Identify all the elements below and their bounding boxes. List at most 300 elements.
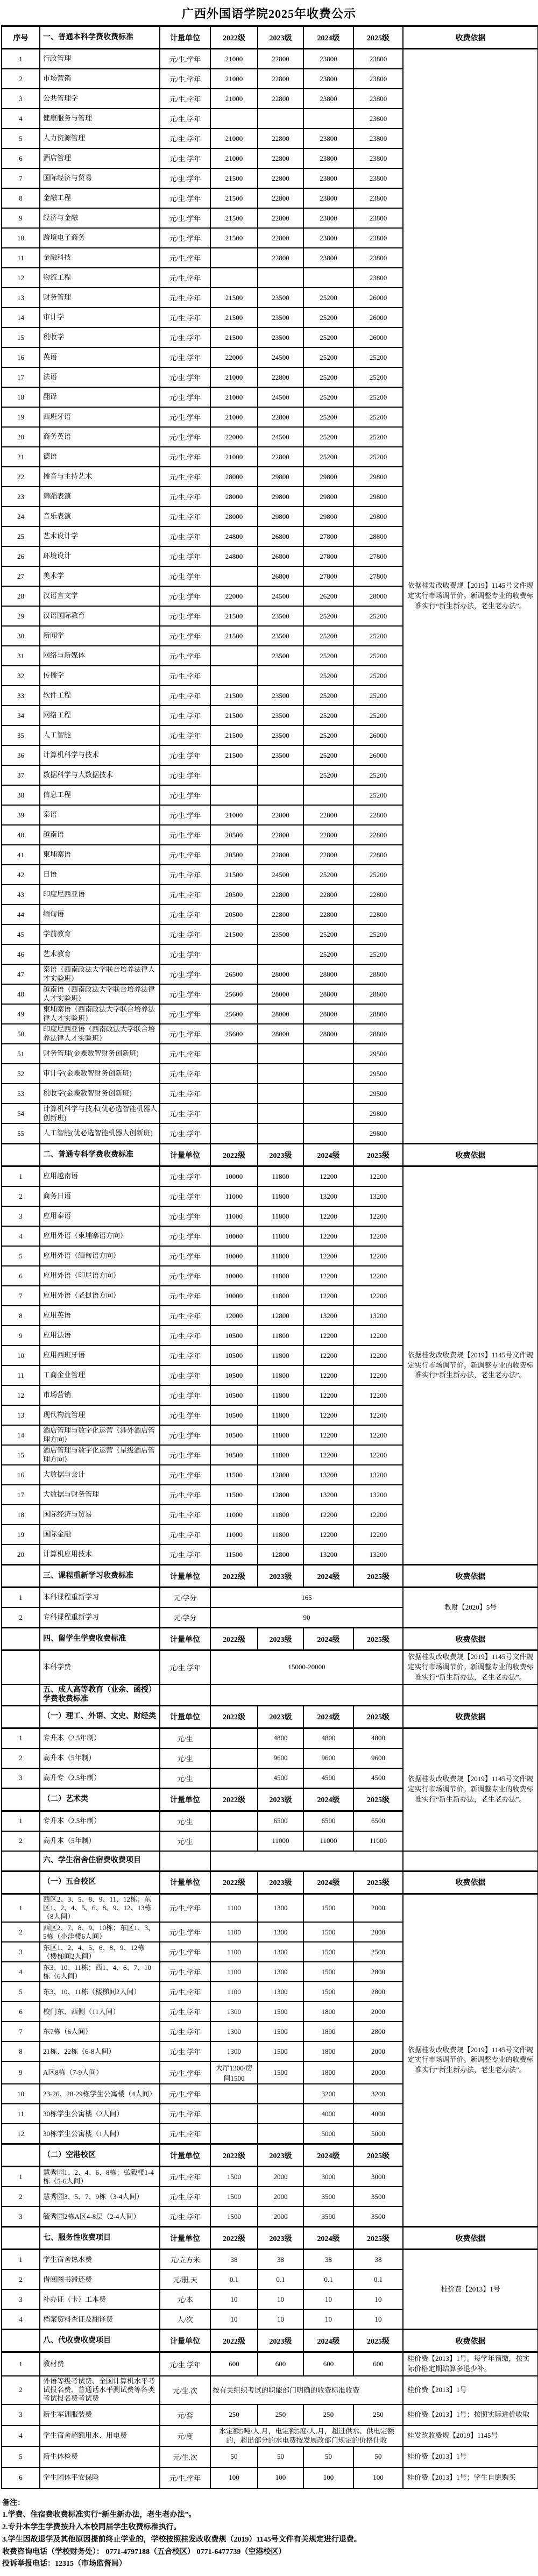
item-name: 美术学: [40, 566, 160, 586]
fee-cell: 23800: [303, 89, 353, 109]
fee-cell: 9600: [353, 1748, 403, 1768]
fee-cell: 25200: [303, 686, 353, 706]
section-header-row: [2, 1871, 538, 1894]
fee-cell: 22800: [258, 805, 303, 825]
fee-cell: 2000: [258, 2207, 303, 2227]
row-index: 15: [2, 328, 40, 347]
row-index: 23: [2, 487, 40, 507]
unit-cell: 元/生: [160, 1748, 210, 1768]
item-name: 应用西班牙语: [40, 1346, 160, 1365]
unit-cell: 元/生.学年: [160, 129, 210, 148]
grade-header: 2022级: [210, 26, 258, 49]
unit-cell: 元/生.学年: [160, 1286, 210, 1306]
fee-cell: 12800: [258, 1465, 303, 1485]
fee-cell: 11000: [258, 1831, 303, 1851]
fee-cell: 38: [353, 2250, 403, 2270]
item-name: 西区2、3、5、8、9、11、12栋；东区1、2、4、5、6、8、9、12、13栋（8人间）: [40, 1894, 160, 1922]
unit-cell: 元/生.学年: [160, 944, 210, 964]
unit-cell: 元/生.学年: [160, 288, 210, 308]
fee-cell: 22800: [258, 885, 303, 905]
fee-cell: 21500: [210, 924, 258, 944]
fee-cell: 25200: [353, 785, 403, 805]
fee-cell: 25200: [303, 765, 353, 785]
fee-cell: 11800: [258, 1445, 303, 1465]
fee-cell: 11800: [258, 1226, 303, 1246]
fee-cell: [210, 2124, 258, 2144]
fee-cell-merged: 90: [210, 1607, 403, 1628]
fee-cell: 26000: [353, 745, 403, 765]
grade-header: 2025级: [353, 2227, 403, 2250]
item-name: 应用泰语: [40, 1206, 160, 1226]
row-index: 20: [2, 1545, 40, 1565]
fee-cell: 23800: [303, 228, 353, 248]
unit-cell: 元/生.学年: [160, 1326, 210, 1346]
fee-cell: [258, 1044, 303, 1064]
basis-cell: 桂价费【2013】1号；学生自愿购买: [403, 2467, 538, 2488]
fee-cell: 22800: [258, 447, 303, 467]
item-name: 环境设计: [40, 546, 160, 566]
fee-cell: 1500: [303, 1922, 353, 1942]
fee-cell: 1500: [303, 1962, 353, 1982]
row-index: 3: [2, 89, 40, 109]
fee-cell: 21500: [210, 626, 258, 646]
row-index: 1: [2, 49, 40, 69]
fee-cell: 13200: [303, 1485, 353, 1505]
fee-cell: [210, 765, 258, 785]
row-index: 40: [2, 825, 40, 845]
item-name: 借阅图书滞还费: [40, 2269, 160, 2289]
item-name: 经济与金融: [40, 208, 160, 228]
fee-cell: 22800: [258, 89, 303, 109]
fee-cell: 22800: [258, 367, 303, 387]
fee-cell: 26000: [353, 288, 403, 308]
fee-cell: 4800: [303, 1728, 353, 1748]
fee-cell: 1100: [210, 1922, 258, 1942]
basis-header: 收费依据: [403, 1705, 538, 1728]
fee-cell: [210, 109, 258, 129]
unit-cell: 元/生.学年: [160, 924, 210, 944]
fee-cell: 21000: [210, 387, 258, 407]
fee-cell: 23500: [258, 924, 303, 944]
unit-cell: 元/生.学年: [160, 148, 210, 168]
fee-cell: 11800: [258, 1326, 303, 1346]
item-name: 高升专（2.5年制）: [40, 1768, 160, 1789]
fee-cell: [303, 109, 353, 129]
unit-cell: 元/生.学年: [160, 1206, 210, 1226]
fee-cell: 25200: [353, 765, 403, 785]
grade-header: 2023级: [258, 1628, 303, 1650]
fee-cell: 12200: [353, 1425, 403, 1445]
index-header: [2, 1871, 40, 1894]
fee-cell: 28000: [210, 487, 258, 507]
fee-cell: 22800: [258, 228, 303, 248]
fee-cell-merged: 水定额5吨/人.月，电定额5度/人.月，超过供水、供电定额的，超出部分的水电费按发展改部门规定的价格计收: [210, 2425, 403, 2446]
unit-cell: 元/生: [160, 1728, 210, 1748]
row-index: 22: [2, 467, 40, 487]
item-name: 专科课程重新学习: [40, 1607, 160, 1628]
row-index: 26: [2, 546, 40, 566]
fee-cell: [258, 765, 303, 785]
table-row: [2, 1894, 538, 1922]
table-row: [2, 49, 538, 69]
fee-cell: [303, 1064, 353, 1084]
unit-cell: 元/生.学年: [160, 1044, 210, 1064]
fee-cell: 11800: [258, 1385, 303, 1405]
fee-cell: 24500: [258, 427, 303, 447]
fee-cell: 24500: [258, 865, 303, 885]
unit-cell: 元/生.学年: [160, 1922, 210, 1942]
fee-cell: 24500: [258, 387, 303, 407]
basis-cell: 桂价费【2013】1号: [403, 2376, 538, 2404]
row-index: 2: [2, 1186, 40, 1206]
fee-cell: 100: [303, 2467, 353, 2488]
fee-cell: 22800: [258, 188, 303, 208]
fee-cell: [210, 1123, 258, 1144]
fee-cell: 1800: [303, 2041, 353, 2061]
table-row: [2, 2446, 538, 2467]
fee-cell: 22000: [210, 586, 258, 606]
fee-cell: 28000: [258, 1004, 303, 1024]
unit-cell: 元/生.学年: [160, 1104, 210, 1123]
unit-header: 计量单位: [160, 1871, 210, 1894]
fee-cell: 12200: [303, 1505, 353, 1525]
fee-cell: 10000: [210, 1286, 258, 1306]
fee-cell: 23800: [353, 228, 403, 248]
grade-header: 2022级: [210, 2144, 258, 2167]
unit-cell: 元/生.学年: [160, 1505, 210, 1525]
unit-cell: 元/生.学年: [160, 487, 210, 507]
fee-cell: 22800: [258, 49, 303, 69]
fee-cell: [210, 1684, 403, 1706]
fee-cell: [210, 646, 258, 666]
row-index: 8: [2, 1306, 40, 1326]
grade-header: 2024级: [303, 1628, 353, 1650]
basis-header: 收费依据: [403, 1628, 538, 1650]
item-name: 慧秀园1、2、4、6、8栋；弘毅楼1-4栋（5-6人间）: [40, 2167, 160, 2187]
item-name: 人力资源管理: [40, 129, 160, 148]
fee-cell: [303, 785, 353, 805]
table-row: [2, 2352, 538, 2376]
item-name: 传播学: [40, 666, 160, 686]
fee-cell: 12200: [303, 1346, 353, 1365]
fee-cell: 12200: [303, 1525, 353, 1545]
fee-cell: 25200: [353, 427, 403, 447]
unit-cell: 元/生: [160, 1811, 210, 1831]
unit-cell: 元/生.学年: [160, 507, 210, 526]
grade-header: 2024级: [303, 2330, 353, 2352]
fee-cell: 28000: [210, 507, 258, 526]
fee-cell: 3200: [353, 2084, 403, 2104]
fee-cell: 5000: [353, 2124, 403, 2144]
fee-cell: 2000: [353, 2041, 403, 2061]
row-index: 6: [2, 148, 40, 168]
fee-cell: 22800: [258, 129, 303, 148]
fee-cell: 22800: [353, 825, 403, 845]
unit-cell: 元/生.学年: [160, 248, 210, 268]
fee-cell: [258, 2104, 303, 2124]
note-line: 2.专升本学生学费按升入本校同届学生收费标准执行。: [2, 2523, 181, 2532]
item-name: 教材费: [40, 2352, 160, 2376]
unit-cell: 元/生.学年: [160, 1982, 210, 2002]
fee-cell: 25200: [303, 407, 353, 427]
item-name: 本科课程重新学习: [40, 1588, 160, 1608]
section-header-row: [2, 26, 538, 49]
fee-cell: 28000: [210, 467, 258, 487]
fee-cell: 21000: [210, 447, 258, 467]
item-name: 应用外语（缅甸语方向）: [40, 1246, 160, 1266]
fee-cell: 22800: [303, 825, 353, 845]
row-index: 2: [2, 2187, 40, 2207]
fee-cell: 21500: [210, 606, 258, 626]
fee-cell: 22800: [303, 885, 353, 905]
unit-cell: 元/生.学年: [160, 1123, 210, 1144]
item-name: 东区1、2、4、5、6、8、9、12栋（楼梯间2人间）: [40, 1942, 160, 1962]
row-index: 45: [2, 924, 40, 944]
fee-cell: 11800: [258, 1525, 303, 1545]
fee-cell: [258, 666, 303, 686]
fee-cell: 22800: [303, 905, 353, 924]
unit-cell: 元/生.学年: [160, 2124, 210, 2144]
note-line: 收费咨询电话（学校财务处）： 0771-4797188（五合校区） 0771-6477739（空港校区）: [2, 2547, 286, 2556]
fee-cell: 25200: [303, 347, 353, 367]
fee-cell: [210, 1768, 258, 1789]
item-name: 高升本（5年制）: [40, 1748, 160, 1768]
fee-cell: 29800: [258, 507, 303, 526]
unit-cell: 元/生.学年: [160, 2352, 210, 2376]
basis-header: 收费依据: [403, 26, 538, 49]
fee-cell: 13200: [353, 1306, 403, 1326]
unit-cell: 元/生.学年: [160, 1525, 210, 1545]
unit-cell: 元/生.学年: [160, 49, 210, 69]
item-name: 国际经济与贸易: [40, 1505, 160, 1525]
row-index: 12: [2, 2124, 40, 2144]
table-row: [2, 2467, 538, 2488]
unit-cell: 人/次: [160, 2309, 210, 2330]
unit-cell: 元/立方米: [160, 2250, 210, 2270]
fee-cell: 24800: [210, 546, 258, 566]
item-name: 英语: [40, 347, 160, 367]
fee-cell: [303, 1044, 353, 1064]
fee-cell: 25200: [303, 447, 353, 467]
basis-cell: 桂价费【2013】1号: [403, 2250, 538, 2330]
fee-cell: 11800: [258, 1246, 303, 1266]
item-name: 法语: [40, 367, 160, 387]
fee-cell: 10: [258, 2309, 303, 2330]
row-index: 3: [2, 1942, 40, 1962]
fee-cell: 11000: [210, 1505, 258, 1525]
fee-cell: 1300: [210, 2002, 258, 2022]
row-index: 2: [2, 1607, 40, 1628]
fee-cell: [210, 1044, 258, 1064]
fee-cell: 23800: [303, 208, 353, 228]
row-index: 29: [2, 606, 40, 626]
fee-cell: 28800: [353, 1024, 403, 1044]
item-name: 泰语（西南政法大学联合培养法律人才实验班）: [40, 964, 160, 984]
item-name: 国际金融: [40, 1525, 160, 1545]
unit-cell: 元/生.学年: [160, 2187, 210, 2207]
grade-header: 2024级: [303, 26, 353, 49]
fee-cell: 38: [258, 2250, 303, 2270]
unit-cell: 元/生.学年: [160, 706, 210, 725]
item-name: 越南语（西南政法大学联合培养法律人才实验班）: [40, 984, 160, 1004]
fee-cell: 3500: [353, 2187, 403, 2207]
fee-cell: 25200: [303, 725, 353, 745]
fee-cell: 28000: [353, 586, 403, 606]
item-name: 健康服务与管理: [40, 109, 160, 129]
item-name: 翻译: [40, 387, 160, 407]
item-name: 财务管理(金蝶数智财务创新班): [40, 1044, 160, 1064]
row-index: 41: [2, 845, 40, 865]
fee-cell: [210, 1084, 258, 1104]
fee-cell: 12200: [303, 1166, 353, 1187]
fee-cell: 23800: [353, 109, 403, 129]
item-name: 新生体检费: [40, 2446, 160, 2467]
unit-cell: 元/生.学年: [160, 467, 210, 487]
table-row: [2, 1650, 538, 1684]
fee-cell: 25200: [353, 407, 403, 427]
basis-cell: 依据桂发改收费规【2019】1145号文件规定实行市场调节价。新调整专业的收费标准实行“新生新办法，老生老办法”。: [403, 1894, 538, 2227]
fee-cell: 1300: [210, 2041, 258, 2061]
fee-cell: 13200: [353, 1485, 403, 1505]
fee-cell: [258, 2124, 303, 2144]
item-name: 税收学(金蝶数智财务创新班): [40, 1084, 160, 1104]
fee-cell: 22000: [210, 347, 258, 367]
fee-cell: 4500: [258, 1768, 303, 1789]
fee-cell: 23800: [353, 49, 403, 69]
fee-cell: 23500: [258, 308, 303, 328]
fee-cell: 25200: [353, 387, 403, 407]
fee-cell: 21000: [210, 805, 258, 825]
fee-cell: 0.1: [353, 2269, 403, 2289]
index-header: [2, 1628, 40, 1650]
grade-header: 2025级: [353, 1628, 403, 1650]
grade-header: 2023级: [258, 26, 303, 49]
fee-cell: 12200: [353, 1326, 403, 1346]
row-index: 3: [2, 2289, 40, 2309]
item-name: 大数据与会计: [40, 1465, 160, 1485]
fee-cell: 600: [303, 2352, 353, 2376]
item-name: 数据科学与大数据技术: [40, 765, 160, 785]
fee-cell: 12200: [353, 1505, 403, 1525]
fee-cell: 1100: [210, 1962, 258, 1982]
unit-cell: 元/生.学年: [160, 1385, 210, 1405]
unit-cell: 元/生.学年: [160, 168, 210, 188]
fee-cell: 22800: [258, 148, 303, 168]
grade-header: 2024级: [303, 1144, 353, 1166]
fee-cell: [210, 1831, 258, 1851]
section-header-row: [2, 2330, 538, 2352]
unit-cell: 元/生.学年: [160, 666, 210, 686]
unit-cell: 元/生.学年: [160, 89, 210, 109]
fee-cell: 10: [303, 2289, 353, 2309]
grade-header: 2022级: [210, 1144, 258, 1166]
fee-cell: 23800: [353, 188, 403, 208]
item-name: 酒店管理: [40, 148, 160, 168]
row-index: 43: [2, 885, 40, 905]
row-index: 6: [2, 1266, 40, 1286]
row-index: 1: [2, 2250, 40, 2270]
unit-header: 计量单位: [160, 2144, 210, 2167]
fee-cell: 1800: [303, 2061, 353, 2084]
grade-header: 2024级: [303, 2227, 353, 2250]
fee-cell: 2000: [353, 2061, 403, 2084]
fee-cell: 10500: [210, 1445, 258, 1465]
fee-cell: 3500: [303, 2187, 353, 2207]
fee-cell: 23800: [303, 188, 353, 208]
fee-cell: 11500: [210, 1545, 258, 1565]
fee-cell: 28000: [258, 984, 303, 1004]
unit-cell: [160, 1684, 210, 1706]
item-name: 30栋学生公寓楼（1人间）: [40, 2124, 160, 2144]
grade-header: 2024级: [303, 1565, 353, 1588]
unit-cell: 元/生.学年: [160, 725, 210, 745]
fee-cell: 27800: [353, 566, 403, 586]
index-header: [2, 1788, 40, 1811]
row-index: 38: [2, 785, 40, 805]
fee-cell: 12200: [303, 1326, 353, 1346]
row-index: 2: [2, 1831, 40, 1851]
grade-header: 2023级: [258, 1565, 303, 1588]
fee-cell: 3200: [303, 2084, 353, 2104]
fee-cell: 28800: [353, 526, 403, 546]
fee-cell: 25200: [303, 387, 353, 407]
fee-cell: 2000: [353, 1922, 403, 1942]
unit-cell: 元/生.学年: [160, 1346, 210, 1365]
unit-cell: 元/套: [160, 2404, 210, 2425]
fee-cell: 25200: [353, 944, 403, 964]
fee-cell: 23500: [258, 606, 303, 626]
unit-cell: 元/生.学年: [160, 208, 210, 228]
row-index: 8: [2, 2041, 40, 2061]
fee-cell: 29800: [353, 487, 403, 507]
fee-cell: 25200: [303, 367, 353, 387]
row-index: 9: [2, 208, 40, 228]
fee-cell: 29800: [353, 1104, 403, 1123]
fee-cell: 10: [210, 2289, 258, 2309]
fee-cell: 21500: [210, 188, 258, 208]
basis-cell: 教财【2020】5号: [403, 1588, 538, 1628]
fee-cell: 1300: [258, 1894, 303, 1922]
fee-cell: 29500: [353, 1064, 403, 1084]
unit-cell: 元/册.天: [160, 2269, 210, 2289]
grade-header: 2022级: [210, 1705, 258, 1728]
item-name: 越南语: [40, 825, 160, 845]
fee-cell: 23800: [353, 208, 403, 228]
fee-cell: 10: [258, 2289, 303, 2309]
fee-cell: 50: [353, 2446, 403, 2467]
fee-cell: [210, 785, 258, 805]
fee-cell: 3000: [303, 2167, 353, 2187]
fee-cell: 13200: [353, 1465, 403, 1485]
fee-cell: [210, 944, 258, 964]
item-name: 东3、10、11栋（楼梯间2人间）: [40, 1982, 160, 2002]
item-name: 汉语国际教育: [40, 606, 160, 626]
fee-cell: 12800: [258, 1306, 303, 1326]
section-header-row: [2, 1628, 538, 1650]
unit-cell: 元/生.学年: [160, 865, 210, 885]
item-name: 播音与主持艺术: [40, 467, 160, 487]
fee-cell: 29800: [353, 507, 403, 526]
fee-cell: 1800: [303, 2022, 353, 2041]
unit-cell: 元/生.学年: [160, 1894, 210, 1922]
fee-cell: 12200: [353, 1286, 403, 1306]
fee-cell: 21000: [210, 89, 258, 109]
fee-cell: 21500: [210, 686, 258, 706]
fee-cell: 11800: [258, 1266, 303, 1286]
fee-cell: 12200: [303, 1286, 353, 1306]
basis-header: 收费依据: [403, 2227, 538, 2250]
fee-cell: 23800: [303, 49, 353, 69]
